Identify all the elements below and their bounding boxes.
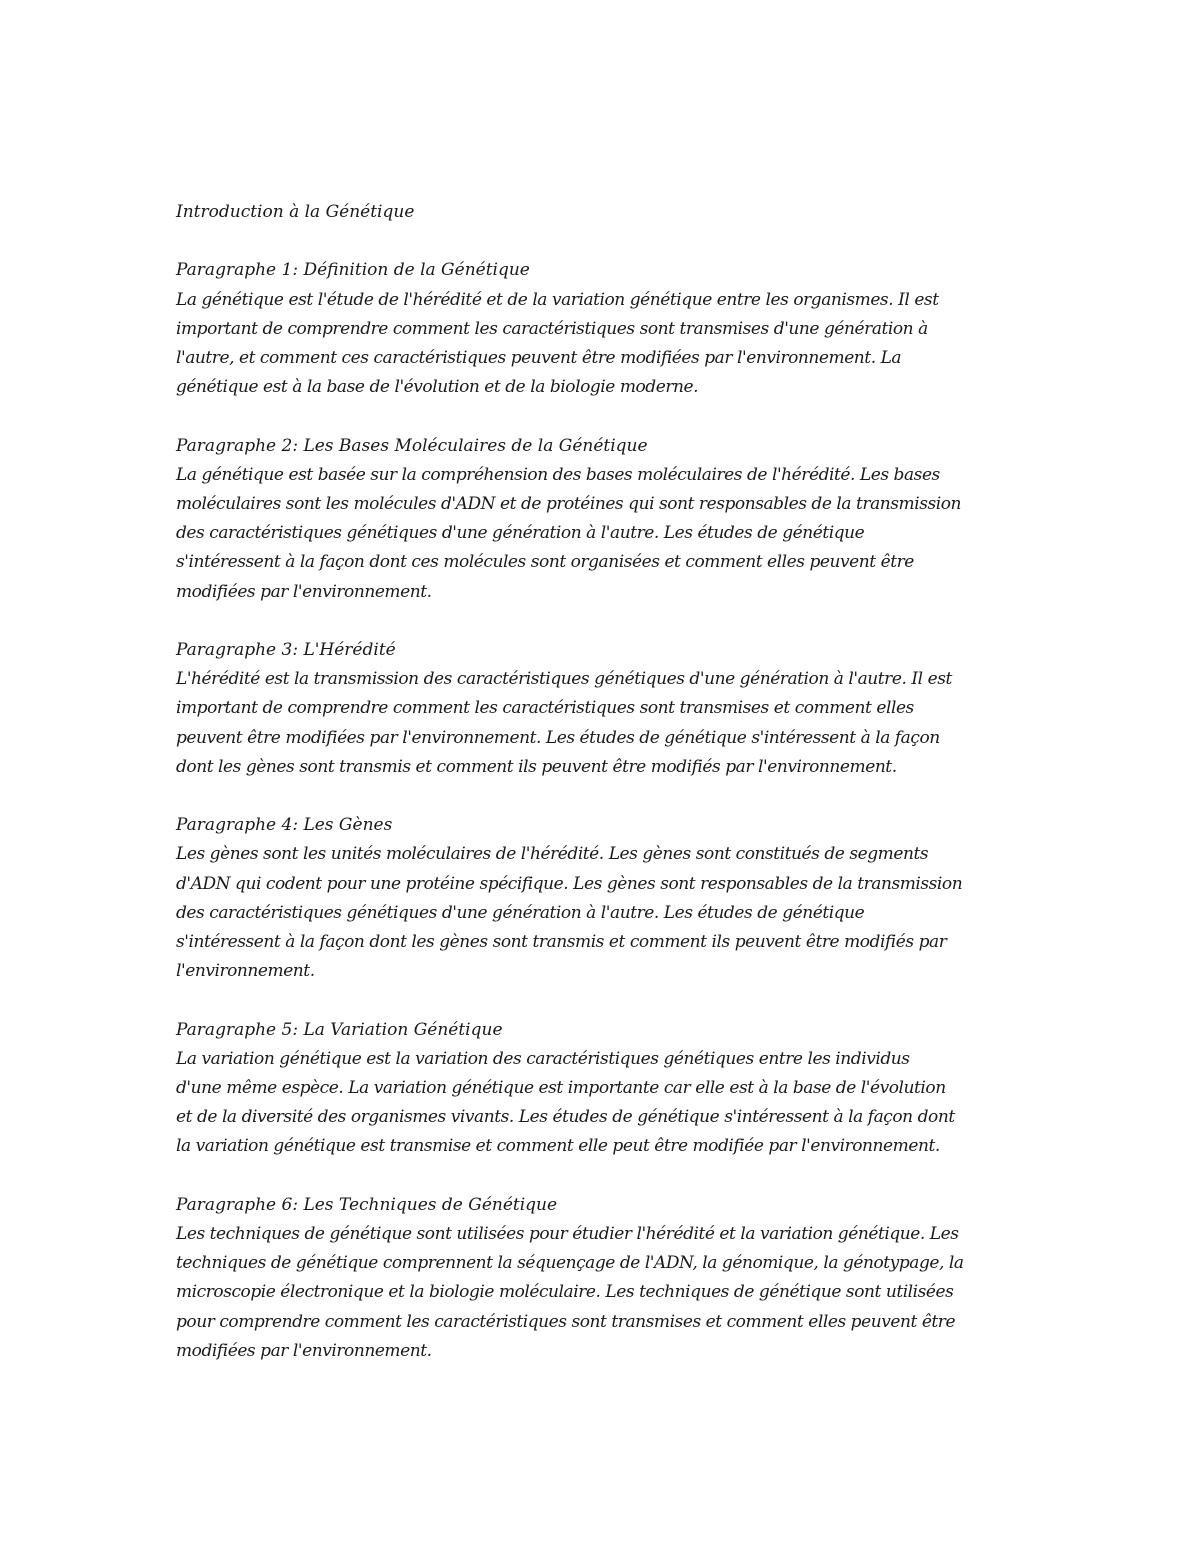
body-line: important de comprendre comment les caractéristiques sont transmises et comment elles <box>176 698 914 719</box>
body-line: pour comprendre comment les caractéristiques sont transmises et comment elles peuvent être <box>176 1311 956 1332</box>
section-6 <box>176 1191 1046 1366</box>
section-1 <box>176 256 1046 402</box>
body-line: et de la diversité des organismes vivants. Les études de génétique s'intéressent à la façon dont <box>176 1107 955 1128</box>
body-line: l'environnement. <box>176 961 315 982</box>
section-5 <box>176 1016 1046 1162</box>
body-line: Les gènes sont les unités moléculaires de l'hérédité. Les gènes sont constitués de segments <box>176 844 929 865</box>
document-title: Introduction à la Génétique <box>176 202 415 222</box>
document-page <box>176 198 1046 1366</box>
section-heading: Paragraphe 2: Les Bases Moléculaires de la Génétique <box>176 435 648 456</box>
body-line: des caractéristiques génétiques d'une génération à l'autre. Les études de génétique <box>176 902 865 923</box>
body-line: La génétique est l'étude de l'hérédité et de la variation génétique entre les organismes. Il est <box>176 289 939 310</box>
body-line: génétique est à la base de l'évolution et de la biologie moderne. <box>176 377 699 398</box>
body-line: modifiées par l'environnement. <box>176 1340 432 1361</box>
body-line: techniques de génétique comprennent la séquençage de l'ADN, la génomique, la génotypage, la <box>176 1253 964 1274</box>
body-line: peuvent être modifiées par l'environnement. Les études de génétique s'intéressent à la façon <box>176 727 940 748</box>
body-line: la variation génétique est transmise et comment elle peut être modifiée par l'environnement. <box>176 1136 940 1157</box>
body-line: microscopie électronique et la biologie moléculaire. Les techniques de génétique sont utilisées <box>176 1282 954 1303</box>
section-heading: Paragraphe 5: La Variation Génétique <box>176 1019 503 1040</box>
section-heading: Paragraphe 3: L'Hérédité <box>176 640 396 660</box>
section-2 <box>176 432 1046 607</box>
body-line: s'intéressent à la façon dont les gènes sont transmis et comment ils peuvent être modifiés par <box>176 932 947 953</box>
body-line: l'autre, et comment ces caractéristiques peuvent être modifiées par l'environnement. La <box>176 348 902 368</box>
section-heading: Paragraphe 1: Définition de la Génétique <box>176 260 530 281</box>
body-line: La génétique est basée sur la compréhension des bases moléculaires de l'hérédité. Les bases <box>176 464 940 485</box>
section-3 <box>176 636 1046 782</box>
body-line: Les techniques de génétique sont utilisées pour étudier l'hérédité et la variation génétique. Les <box>176 1224 959 1245</box>
body-line: d'ADN qui codent pour une protéine spécifique. Les gènes sont responsables de la transmission <box>176 873 963 894</box>
body-line: dont les gènes sont transmis et comment ils peuvent être modifiés par l'environnement. <box>176 756 897 777</box>
section-heading: Paragraphe 4: Les Gènes <box>176 815 393 836</box>
body-line: important de comprendre comment les caractéristiques sont transmises d'une génération à <box>176 318 928 339</box>
body-line: s'intéressent à la façon dont ces molécules sont organisées et comment elles peuvent être <box>176 552 914 573</box>
section-4 <box>176 811 1046 986</box>
section-heading: Paragraphe 6: Les Techniques de Génétique <box>176 1194 558 1215</box>
body-line: des caractéristiques génétiques d'une génération à l'autre. Les études de génétique <box>176 523 865 544</box>
body-line: d'une même espèce. La variation génétique est importante car elle est à la base de l'évolution <box>176 1078 946 1099</box>
body-line: L'hérédité est la transmission des caractéristiques génétiques d'une génération à l'autre. Il est <box>176 669 952 690</box>
body-line: modifiées par l'environnement. <box>176 581 432 602</box>
body-line: La variation génétique est la variation des caractéristiques génétiques entre les individus <box>176 1048 910 1069</box>
body-line: moléculaires sont les molécules d'ADN et de protéines qui sont responsables de la transmission <box>176 494 962 514</box>
